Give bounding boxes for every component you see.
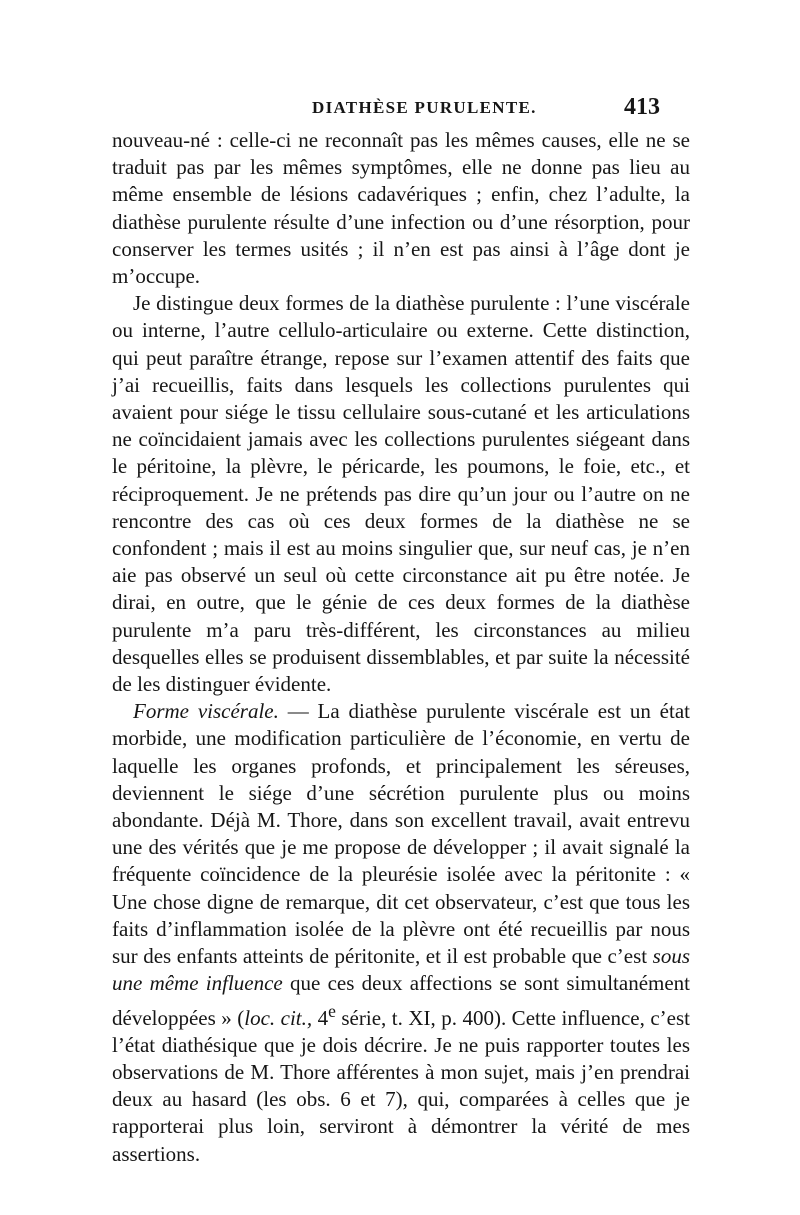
paragraph-3 [112, 698, 690, 1167]
page-header [0, 95, 800, 125]
paragraph-3-text-c: 4 [312, 1005, 329, 1030]
paragraph-3-text-d: série, t. XI, p. 400). Cette influence, c’est l’état diathésique que je dois décrire. Je ne puis rapporter toutes les observations de M. Thore afférentes à mon sujet, mais j’en prendrai deux au hasard (les obs. 6 et 7), qui, comparées à celles que je rapporterai plus loin, serviront à démontrer la vérité de mes assertions. [112, 1005, 690, 1166]
paragraph-3-text-b: que ces deux affections se sont simultanément développées » ( [112, 971, 690, 1030]
italic-phrase: sous une même influence [112, 944, 690, 996]
paragraph-2: Je distingue deux formes de la diathèse purulente : l’une viscérale ou interne, l’autre cellulo-articulaire ou externe. Cette distinction, qui peut paraître étrange, repose sur l’examen attentif des faits que j’ai recueillis, faits dans lesquels les collections purulentes qui avaient pour siége le tissu cellulaire sous-cutané et les articulations ne coïncidaient jamais avec les collections purulentes siégeant dans le péritoine, la plèvre, le péricarde, les poumons, le foie, etc., et réciproquement. Je ne prétends pas dire qu’un jour ou l’autre on ne rencontre des cas où ces deux formes de la diathèse ne se confondent ; mais il est au moins singulier que, sur neuf cas, je n’en aie pas observé un seul où cette circonstance ait pu être notée. Je dirai, en outre, que le génie de ces deux formes de la diathèse purulente m’a paru très-différent, les circonstances au milieu desquelles elles se produisent dissemblables, et par suite la nécessité de les distinguer évidente. [112, 291, 690, 697]
paragraph-3-text-a: — La diathèse purulente viscérale est un état morbide, une modification particulière de l’économie, en vertu de laquelle les organes profonds, et principalement les séreuses, deviennent le siége d’une sécrétion purulente plus ou moins abondante. Déjà M. Thore, dans son excellent travail, avait entrevu une des vérités que je me propose de développer ; il avait signalé la fréquente coïncidence de la pleurésie isolée avec la péritonite : « Une chose digne de remarque, dit cet observateur, c’est que tous les faits d’inflammation isolée de la plèvre ont été recueillis par nous sur des enfants atteints de péritonite, et il est probable que c’est [112, 699, 690, 969]
citation-reference: loc. cit., [244, 1005, 313, 1030]
page-number: 413 [624, 94, 660, 120]
section-heading: Forme viscérale. [133, 699, 279, 724]
paragraph-1: nouveau-né : celle-ci ne reconnaît pas les mêmes causes, elle ne se traduit pas par les mêmes symptômes, elle ne donne pas lieu au même ensemble de lésions cadavériques ; enfin, chez l’adulte, la diathèse purulente résulte d’une infection ou d’une résorption, pour conserver les termes usités ; il n’en est pas ainsi à l’âge dont je m’occupe. [112, 128, 690, 289]
running-title: DIATHÈSE PURULENTE. [312, 98, 537, 117]
ordinal-superscript: e [328, 1000, 336, 1021]
body-text [112, 127, 690, 1168]
